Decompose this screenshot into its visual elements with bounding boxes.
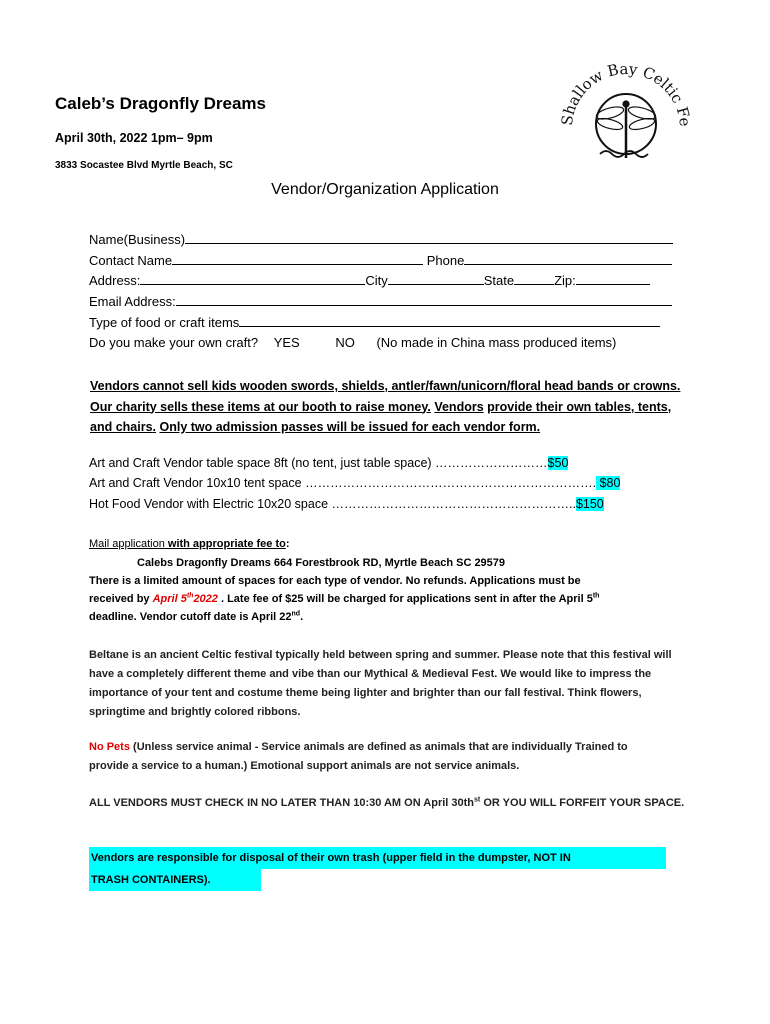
field-own-craft xyxy=(89,335,616,350)
field-contact-phone[interactable] xyxy=(89,251,672,268)
pets-text: (Unless service animal - Service animals are defined as animals that are individually Trained to provide a service to a human.) Emotional support animals are not service animals. xyxy=(89,741,628,772)
email-input[interactable] xyxy=(176,292,672,306)
fee-price: $80 xyxy=(596,476,621,490)
received-by: received by xyxy=(89,593,153,605)
fee-dots: ……………………………………………………………. xyxy=(305,476,597,490)
mail-address: Calebs Dragonfly Dreams 664 Forestbrook RD, Myrtle Beach SC 29579 xyxy=(137,557,506,569)
late-fee: . Late fee of $25 will be charged for applications sent in after the April 5 xyxy=(217,593,593,605)
deadline-sup: th xyxy=(186,592,194,600)
beltane-paragraph: Beltane is an ancient Celtic festival typically held between spring and summer. Please note that this festival will have a completely different theme and vibe than our Mythical & Medieval Fest. We would like to impress the importance of your tent and costume theme being lighter and brighter than our fall festival. Think flowers, springtime and brightly colored ribbons. xyxy=(89,649,672,718)
mail-label: Mail application xyxy=(89,538,165,550)
late-fee-sup: th xyxy=(592,592,600,600)
no-pets-label: No Pets xyxy=(89,741,130,753)
field-address[interactable] xyxy=(89,271,650,288)
fee-dots: ………………………………………………….. xyxy=(331,497,576,511)
cutoff-end: . xyxy=(300,611,304,623)
field-craft-type[interactable] xyxy=(89,313,660,330)
festival-logo xyxy=(560,58,690,178)
warning-text-3: provide their own tables, tents, and chairs. xyxy=(90,399,672,434)
state-input[interactable] xyxy=(514,271,554,285)
zip-label: Zip: xyxy=(554,273,576,288)
mail-heading xyxy=(89,538,290,550)
address-label: Address: xyxy=(89,273,141,288)
logo-text: hallow Bay Celtic xyxy=(560,59,687,118)
state-label: State xyxy=(483,273,515,288)
deadline-date-a: April 5 xyxy=(152,593,187,605)
craft-type-label: Type of food or craft items xyxy=(89,315,240,330)
business-name-input[interactable] xyxy=(185,230,673,244)
fee-row xyxy=(89,497,604,511)
form-heading: Vendor/Organization Application xyxy=(271,181,499,198)
event-title: Caleb’s Dragonfly Dreams xyxy=(55,94,266,113)
event-address: 3833 Socastee Blvd Myrtle Beach, SC xyxy=(55,160,233,171)
checkin-text-a: ALL VENDORS MUST CHECK IN NO LATER THAN 10:30 AM ON April 30th xyxy=(89,797,475,809)
limited-line-1: There is a limited amount of spaces for each type of vendor. No refunds. Applications must be xyxy=(89,575,581,587)
no-option[interactable]: NO xyxy=(335,335,355,350)
business-name-label: Name(Business) xyxy=(89,232,186,247)
mail-colon: : xyxy=(285,538,290,550)
fee-label: Art and Craft Vendor 10x10 tent space xyxy=(89,476,306,490)
event-date: April 30th, 2022 1pm– 9pm xyxy=(55,131,213,145)
zip-input[interactable] xyxy=(576,271,650,285)
fee-price: $150 xyxy=(575,497,604,511)
fee-row xyxy=(89,476,620,490)
phone-input[interactable] xyxy=(464,251,672,265)
craft-type-input[interactable] xyxy=(239,313,660,327)
field-email[interactable] xyxy=(89,292,672,309)
contact-name-label: Contact Name xyxy=(89,253,173,268)
email-label: Email Address: xyxy=(89,294,176,309)
contact-name-input[interactable] xyxy=(172,251,423,265)
vendor-warning xyxy=(90,376,690,438)
warning-text-1: Vendors cannot sell kids wooden swords, shields, antler/fawn/unicorn/floral head bands or crowns. Our charity sells these items at our booth to raise money. xyxy=(90,379,681,414)
checkin-sup: st xyxy=(474,796,481,804)
phone-label: Phone xyxy=(426,253,465,268)
fee-price: $50 xyxy=(547,456,569,470)
fee-row xyxy=(89,456,568,470)
field-business-name[interactable] xyxy=(89,230,673,247)
warning-text-2: Vendors xyxy=(434,399,484,414)
fee-label: Hot Food Vendor with Electric 10x20 space xyxy=(89,497,332,511)
checkin-text-b: OR YOU WILL FORFEIT YOUR SPACE. xyxy=(480,797,685,809)
address-input[interactable] xyxy=(140,271,365,285)
dragonfly-icon xyxy=(595,94,657,158)
fee-label: Art and Craft Vendor table space 8ft (no tent, just table space) xyxy=(89,456,436,470)
own-craft-question: Do you make your own craft? xyxy=(89,335,259,350)
cutoff-sup: nd xyxy=(291,610,301,618)
deadline-date-b: 2022 xyxy=(193,593,218,605)
warning-text-4: Only two admission passes will be issued for each vendor form. xyxy=(159,420,541,434)
limited-line-3 xyxy=(89,611,303,623)
craft-note: (No made in China mass produced items) xyxy=(376,335,617,350)
city-input[interactable] xyxy=(388,271,484,285)
fee-dots: ……………………… xyxy=(435,456,548,470)
checkin-paragraph xyxy=(89,794,689,813)
cutoff-text: deadline. Vendor cutoff date is April 22 xyxy=(89,611,292,623)
limited-line-2 xyxy=(89,593,599,605)
trash-line-2: TRASH CONTAINERS). xyxy=(91,874,211,886)
yes-option[interactable]: YES xyxy=(273,335,300,350)
pets-paragraph xyxy=(89,738,649,776)
mail-label-bold: with appropriate fee to xyxy=(164,538,286,550)
trash-line-1: Vendors are responsible for disposal of their own trash (upper field in the dumpster, NOT IN xyxy=(91,852,571,864)
city-label: City xyxy=(365,273,388,288)
